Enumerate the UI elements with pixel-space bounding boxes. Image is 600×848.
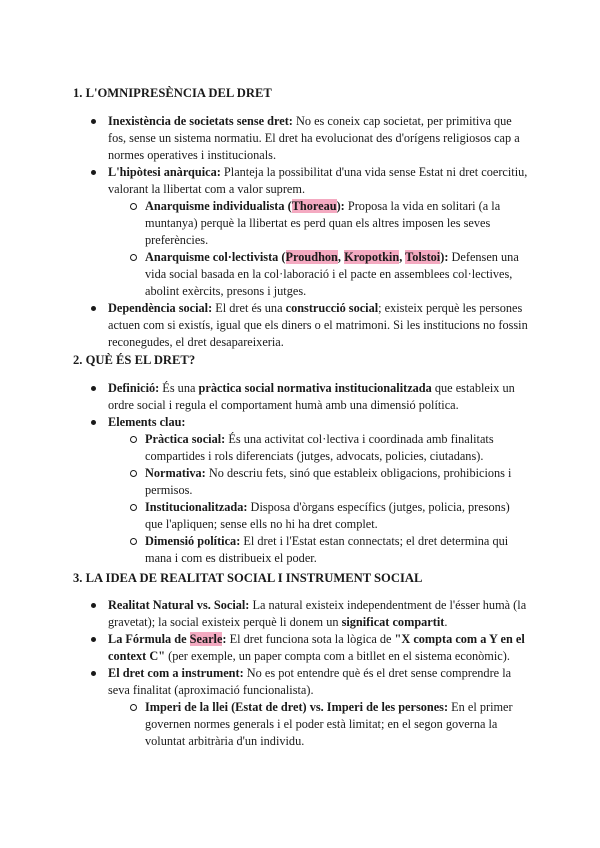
sub-list-item: Normativa: No descriu fets, sinó que estableix obligacions, prohibicions i permisos. — [108, 465, 528, 499]
sub-list-item: Institucionalitzada: Disposa d'òrgans específics (jutges, policia, presons) que l'apliquen; sense ells no hi ha dret complet. — [108, 499, 528, 533]
list-item: Inexistència de societats sense dret: No es coneix cap societat, per primitiva que fos, sense un sistema normatiu. El dret ha evolucionat des d'orígens religiosos cap a normes operatives i institucionals. — [0, 113, 600, 164]
sub-list-item: Pràctica social: És una activitat col·lectiva i coordinada amb finalitats compartides i rols diferenciats (jutges, advocats, policies, ciutadans). — [108, 431, 528, 465]
list-item: Dependència social: El dret és una construcció social; existeix perquè les persones actuen com si existís, igual que els diners o el matrimoni. Si les institucions no fossin reconegudes, el dret desapareixeria. — [0, 300, 600, 351]
section-1-list — [0, 113, 600, 351]
sub-list-item: Anarquisme individualista (Thoreau): Proposa la vida en solitari (a la muntanya) perquè la llibertat es perd quan els altres imposen les seves preferències. — [108, 198, 528, 249]
section-3-heading: 3. LA IDEA DE REALITAT SOCIAL I INSTRUMENT SOCIAL — [73, 571, 423, 585]
list-item: Elements clau: Pràctica social: És una activitat col·lectiva i coordinada amb finalitats compartides i rols diferenciats (jutges, advocats, policies, ciutadans). Normativa: No descriu fets, sinó que estableix obligacions, prohibicions i permisos. Institucionalitzada: Disposa d'òrgans específics (jutges, policia, presons) que l'apliquen; sense ells no hi ha dret complet. Dimensió política: El dret i l'Estat estan connectats; el dret determina qui mana i com es distribueix el poder. — [0, 414, 600, 567]
sub-list-item: Anarquisme col·lectivista (Proudhon, Kropotkin, Tolstoi): Defensen una vida social basada en la col·laboració i el pacte en assemblees col·lectives, abolint exèrcits, presons i jutges. — [108, 249, 528, 300]
sub-list-item: Imperi de la llei (Estat de dret) vs. Imperi de les persones: En el primer governen normes generals i el poder està limitat; en el segon governa la voluntat arbitrària d'un individu. — [108, 699, 528, 750]
list-item: Definició: És una pràctica social normativa institucionalitzada que estableix un ordre social i regula el comportament humà amb una dimensió política. — [0, 380, 600, 414]
section-1-heading: 1. L'OMNIPRESÈNCIA DEL DRET — [73, 86, 272, 100]
sub-list-item: Dimensió política: El dret i l'Estat estan connectats; el dret determina qui mana i com es distribueix el poder. — [108, 533, 528, 567]
list-item: Realitat Natural vs. Social: La natural existeix independentment de l'ésser humà (la gravetat); la social existeix perquè li donem un significat compartit. — [0, 597, 600, 631]
list-item: La Fórmula de Searle: El dret funciona sota la lògica de "X compta com a Y en el context C" (per exemple, un paper compta com a bitllet en el sistema econòmic). — [0, 631, 600, 665]
section-2-heading: 2. QUÈ ÉS EL DRET? — [73, 353, 196, 367]
section-3-list — [0, 597, 600, 750]
section-2-list — [0, 380, 600, 567]
list-item: El dret com a instrument: No es pot entendre què és el dret sense comprendre la seva finalitat (aproximació funcionalista). Imperi de la llei (Estat de dret) vs. Imperi de les persones: En el primer governen normes generals i el poder està limitat; en el segon governa la voluntat arbitrària d'un individu. — [0, 665, 600, 750]
list-item: L'hipòtesi anàrquica: Planteja la possibilitat d'una vida sense Estat ni dret coercitiu, valorant la llibertat com a valor suprem. Anarquisme individualista (Thoreau): Proposa la vida en solitari (a la muntanya) perquè la llibertat es perd quan els altres imposen les seves preferències. Anarquisme col·lectivista (Proudhon, Kropotkin, Tolstoi): Defensen una vida social basada en la col·laboració i el pacte en assemblees col·lectives, abolint exèrcits, presons i jutges. — [0, 164, 600, 300]
